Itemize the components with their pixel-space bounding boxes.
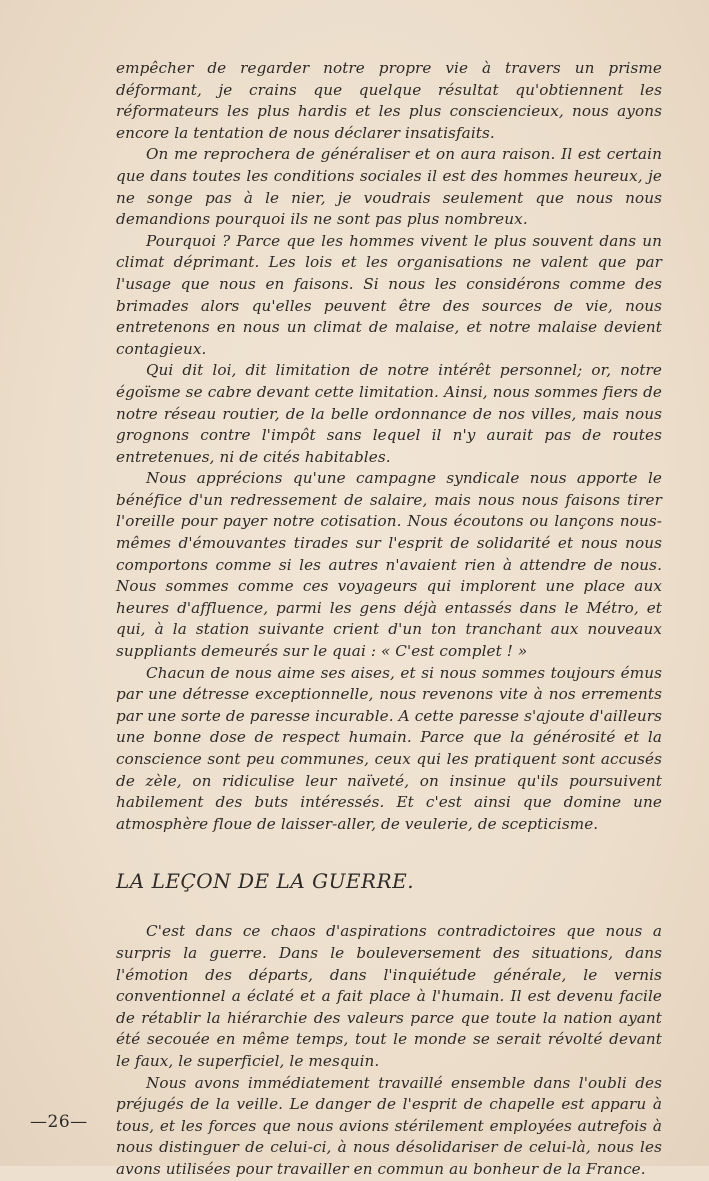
page-number: —26— bbox=[30, 1112, 88, 1132]
body-text bbox=[116, 58, 662, 1181]
section-heading: LA LEÇON DE LA GUERRE. bbox=[116, 869, 415, 894]
paragraph-2: On me reprochera de généraliser et on aura raison. Il est certain que dans toutes les conditions sociales il est des hommes heureux, je ne songe pas à le nier, je voudrais seulement que nous nous demandions pourquoi ils ne sont pas plus nombreux. bbox=[116, 145, 662, 229]
paragraph-5: Nous apprécions qu'une campagne syndicale nous apporte le bénéfice d'un redressement de salaire, mais nous nous faisons tirer l'oreille pour payer notre cotisation. Nous écoutons ou lançons nous-mêmes d'émouvantes tirades sur l'esprit de solidarité et nous nous comportons comme si les autres n'avaient rien à attendre de nous. Nous sommes comme ces voyageurs qui implorent une place aux heures d'affluence, parmi les gens déjà entassés dans le Métro, et qui, à la station suivante crient d'un ton tranchant aux nouveaux suppliants demeurés sur le quai : « C'est complet ! » bbox=[116, 469, 662, 661]
paragraph-6: Chacun de nous aime ses aises, et si nous sommes toujours émus par une détresse exceptionnelle, nous revenons vite à nos errements par une sorte de paresse incurable. A cette paresse s'ajoute d'ailleurs une bonne dose de respect humain. Parce que la générosité et la conscience sont peu communes, ceux qui les pratiquent sont accusés de zèle, on ridiculise leur naïveté, on insinue qu'ils poursuivent habilement des buts intéressés. Et c'est ainsi que domine une atmosphère floue de laisser-aller, de veulerie, de scepticisme. bbox=[116, 663, 662, 833]
paragraph-1: empêcher de regarder notre propre vie à travers un prisme déformant, je crains que quelque résultat qu'obtiennent les réformateurs les plus hardis et les plus consciencieux, nous ayons encore la tentation de nous déclarer insatisfaits. bbox=[116, 59, 662, 142]
paragraph-3: Pourquoi ? Parce que les hommes vivent le plus souvent dans un climat déprimant. Les lois et les organisations ne valent que par l'usage que nous en faisons. Si nous les considérons comme des brimades alors qu'elles peuvent être des sources de vie, nous entretenons en nous un climat de malaise, et notre malaise devient contagieux. bbox=[116, 231, 662, 358]
paragraph-4: Qui dit loi, dit limitation de notre intérêt personnel; or, notre égoïsme se cabre devant cette limitation. Ainsi, nous sommes fiers de notre réseau routier, de la belle ordonnance de nos villes, mais nous grognons contre l'impôt sans lequel il n'y aurait pas de routes entretenues, ni de cités habitables. bbox=[116, 361, 662, 466]
paragraph-8: Nous avons immédiatement travaillé ensemble dans l'oubli des préjugés de la veille. Le danger de l'esprit de chapelle est apparu à tous, et les forces que nous avions stérilement employées autrefois à nous distinguer de celui-ci, à nous désolidariser de celui-là, nous les avons utilisées pour travailler en commun au bonheur de la France. bbox=[116, 1073, 662, 1178]
paragraph-7: C'est dans ce chaos d'aspirations contradictoires que nous a surpris la guerre. Dans le bouleversement des situations, dans l'émotion des départs, dans l'inquiétude générale, le vernis conventionnel a éclaté et a fait place à l'humain. Il est devenu facile de rétablir la hiérarchie des valeurs parce que toute la nation ayant été secouée en même temps, tout le monde se serait révolté devant le faux, le superficiel, le mesquin. bbox=[116, 922, 662, 1070]
